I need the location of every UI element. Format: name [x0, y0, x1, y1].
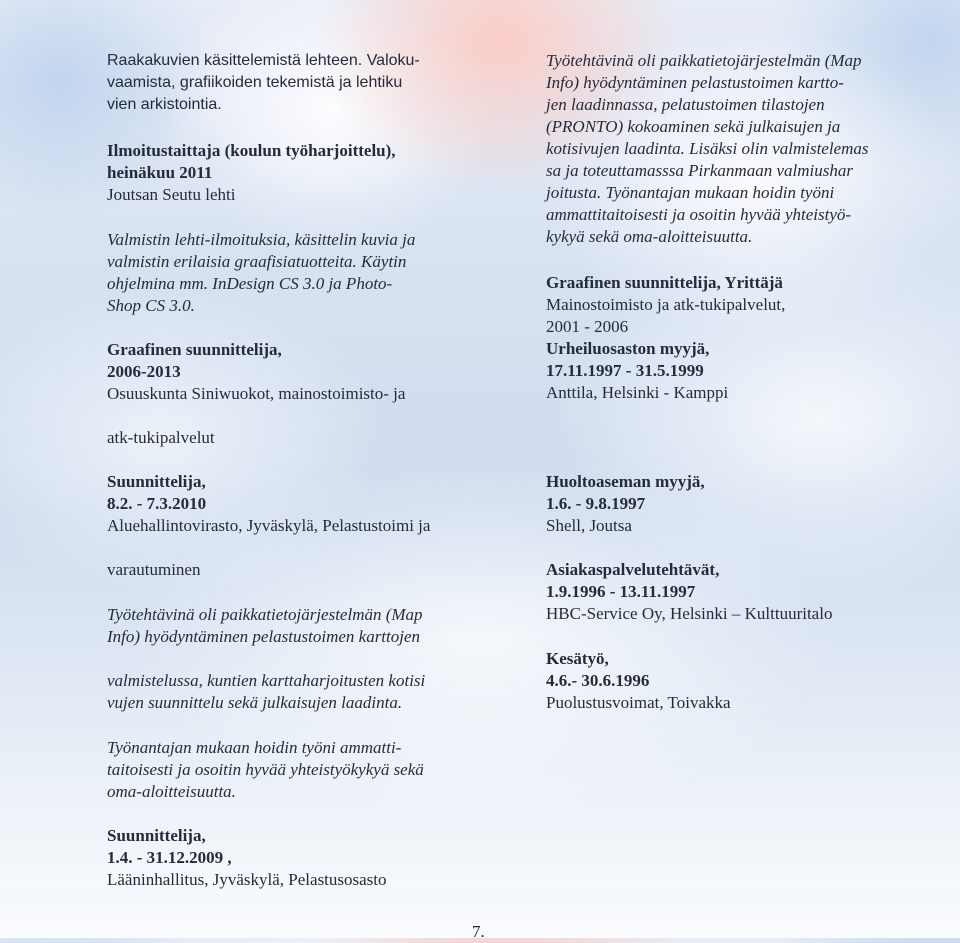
job-dates: heinäkuu 2011: [107, 163, 213, 182]
employer: Shell, Joutsa: [546, 516, 632, 535]
employer: varautuminen: [107, 560, 201, 579]
job-dates: 17.11.1997 - 31.5.1999: [546, 361, 704, 380]
employer: Mainostoimisto ja atk-tukipalvelut,: [546, 295, 786, 314]
job-title: Suunnittelija,: [107, 826, 206, 845]
job-description: jen laadinnassa, pelatustoimen tilastojen: [546, 95, 825, 114]
job-description: valmistelussa, kuntien karttaharjoitusten kotisi: [107, 671, 426, 690]
job-description: kykyä sekä oma-aloitteisuutta.: [546, 227, 753, 246]
job-description: (PRONTO) kokoaminen sekä julkaisujen ja: [546, 117, 841, 136]
job-title: Graafinen suunnittelija,: [107, 340, 282, 359]
job-title: Asiakaspalvelutehtävät,: [546, 560, 720, 579]
employer: Anttila, Helsinki - Kamppi: [546, 383, 729, 402]
job-title: Suunnittelija,: [107, 472, 206, 491]
page-number: 7.: [472, 922, 485, 941]
job-description: Info) hyödyntäminen pelastustoimen kartto-: [546, 73, 844, 92]
job-dates: 1.6. - 9.8.1997: [546, 494, 646, 513]
job-title: Ilmoitustaittaja (koulun työharjoittelu),: [107, 141, 396, 160]
employer-note: taitoisesti ja osoitin hyvää yhteistyökykyä sekä: [107, 760, 424, 779]
job-description: sa ja toteuttamasssa Pirkanmaan valmiushar: [546, 161, 853, 180]
employer-note: oma-aloitteisuutta.: [107, 782, 236, 801]
employer: Lääninhallitus, Jyväskylä, Pelastusosasto: [107, 870, 387, 889]
job-title: Graafinen suunnittelija, Yrittäjä: [546, 273, 783, 292]
job-description: vujen suunnittelu sekä julkaisujen laadinta.: [107, 693, 403, 712]
job-description: ohjelmina mm. InDesign CS 3.0 ja Photo-: [107, 274, 393, 293]
job-description: valmistin erilaisia graafisiatuotteita. Käytin: [107, 252, 407, 271]
job-description: kotisivujen laadinta. Lisäksi olin valmistelemas: [546, 139, 869, 158]
job-description: Valmistin lehti-ilmoituksia, käsittelin kuvia ja: [107, 230, 416, 249]
employer: atk-tukipalvelut: [107, 428, 215, 447]
job-description: ammattitaitoisesti ja osoitin hyvää yhteistyö-: [546, 205, 852, 224]
job-description: Shop CS 3.0.: [107, 296, 195, 315]
job-dates: 1.9.1996 - 13.11.1997: [546, 582, 696, 601]
job-dates: 2001 - 2006: [546, 317, 629, 336]
job-description: Info) hyödyntäminen pelastustoimen karttojen: [107, 627, 421, 646]
job-title: Huoltoaseman myyjä,: [546, 472, 705, 491]
job-dates: 4.6.- 30.6.1996: [546, 671, 650, 690]
employer: Joutsan Seutu lehti: [107, 185, 236, 204]
job-dates: 1.4. - 31.12.2009 ,: [107, 848, 232, 867]
job-title: Urheiluosaston myyjä,: [546, 339, 710, 358]
job-description: Työtehtävinä oli paikkatietojärjestelmän (Map: [107, 605, 423, 624]
job-description: joitusta. Työnantajan mukaan hoidin työni: [546, 183, 835, 202]
intro-line: Raakakuvien käsittelemistä lehteen. Valoku-: [107, 52, 420, 69]
intro-line: vien arkistointia.: [107, 96, 222, 113]
employer: Aluehallintovirasto, Jyväskylä, Pelastustoimi ja: [107, 516, 431, 535]
job-dates: 2006-2013: [107, 362, 181, 381]
job-title: Kesätyö,: [546, 649, 609, 668]
employer: HBC-Service Oy, Helsinki – Kulttuuritalo: [546, 604, 833, 623]
employer-note: Työnantajan mukaan hoidin työni ammatti-: [107, 738, 402, 757]
job-dates: 8.2. - 7.3.2010: [107, 494, 207, 513]
employer: Puolustusvoimat, Toivakka: [546, 693, 731, 712]
intro-line: vaamista, grafiikoiden tekemistä ja lehtiku: [107, 74, 403, 91]
job-description: Työtehtävinä oli paikkatietojärjestelmän (Map: [546, 51, 862, 70]
employer: Osuuskunta Siniwuokot, mainostoimisto- ja: [107, 384, 406, 403]
